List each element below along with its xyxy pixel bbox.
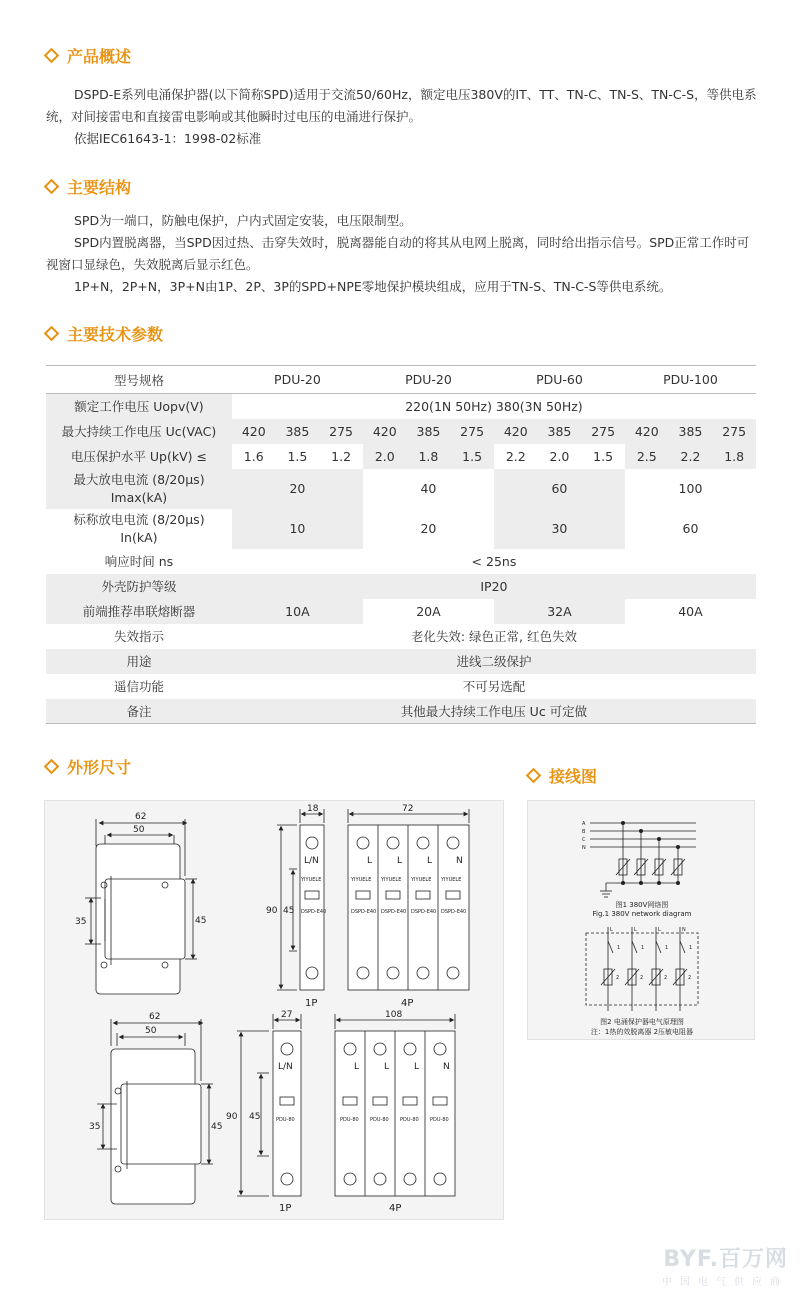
diamond-icon: [44, 759, 60, 775]
svg-text:DSPD-E40: DSPD-E40: [441, 909, 467, 915]
spec-table: [46, 365, 756, 724]
svg-text:1: 1: [665, 945, 669, 951]
header-pdu100: PDU-100: [625, 366, 756, 394]
table-row: 前端推荐串联熔断器 10A 20A 32A 40A: [46, 599, 756, 624]
svg-text:YIYUELE: YIYUELE: [381, 877, 402, 883]
terminal-top-3: L: [427, 856, 433, 866]
table-row: 最大持续工作电压 Uc(VAC) 420 385 275 420 385 275 420 385 275 420 385 275: [46, 419, 756, 444]
dim-50-bottom: 50: [145, 1026, 157, 1036]
phase-c: C: [582, 837, 586, 843]
table-row: 电压保护水平 Up(kV) ≤ 1.6 1.5 1.2 2.0 1.8 1.5 2.2 2.0 1.5 2.5 2.2 1.8: [46, 444, 756, 469]
fig1-caption-cn: 图1 380V网络图: [615, 901, 669, 909]
svg-text:2: 2: [688, 975, 692, 981]
overview-paragraph: DSPD-E系列电涌保护器(以下简称SPD)适用于交流50/60Hz，额定电压380V的IT、TT、TN-C、TN-S、TN-C-S，等供电系统，对间接雷电和直接雷电影响或其他瞬时过电压的电涌进行保护。: [46, 87, 757, 124]
label-4p-top: 4P: [401, 998, 414, 1009]
dim-62-bottom: 62: [149, 1012, 161, 1022]
wiring-diagram: [528, 801, 756, 1041]
svg-text:PDU-80: PDU-80: [276, 1117, 295, 1123]
fig2-note: 注：1热的效脱离器 2压敏电阻器: [590, 1028, 694, 1036]
dim-35-bottom: 35: [89, 1122, 101, 1132]
dimension-drawing: [45, 801, 505, 1221]
header-pdu20-b: PDU-20: [363, 366, 494, 394]
phase-a: A: [582, 821, 586, 827]
table-row: 失效指示 老化失效: 绿色正常, 红色失效: [113, 629, 578, 644]
section-title-dimensions: 外形尺寸: [46, 755, 131, 778]
fig2-label-4: N: [682, 927, 686, 933]
svg-text:PDU-80: PDU-80: [370, 1117, 389, 1123]
svg-text:YIYUELE: YIYUELE: [411, 877, 432, 883]
svg-text:DSPD-E40: DSPD-E40: [351, 909, 377, 915]
structure-paragraph-1: SPD为一端口，防触电保护，户内式固定安装，电压限制型。: [74, 213, 412, 228]
overview-text: [46, 84, 758, 150]
terminal-top-4: N: [456, 856, 463, 866]
table-row: 标称放电电流 (8/20μs) In(kA) 10 20 30 60: [46, 509, 756, 549]
diamond-icon: [44, 179, 60, 195]
svg-text:DSPD-E40: DSPD-E40: [411, 909, 437, 915]
wiring-diagram-frame: [527, 800, 755, 1040]
svg-text:2: 2: [640, 975, 644, 981]
dim-18: 18: [307, 804, 319, 814]
phase-n: N: [582, 845, 586, 851]
table-row: 备注 其他最大持续工作电压 Uc 可定做: [46, 699, 756, 724]
dim-45-top: 45: [195, 916, 207, 926]
table-row: 额定工作电压 Uopv(V) 220(1N 50Hz) 380(3N 50Hz): [46, 394, 756, 419]
terminal-ln-top: L/N: [304, 856, 319, 866]
dim-27: 27: [281, 1010, 293, 1020]
terminal-bottom-1: L: [354, 1062, 360, 1072]
fig2-label-2: L: [634, 927, 637, 933]
fig2-caption: 图2 电涌保护器电气原理图: [600, 1018, 684, 1026]
header-model: 型号规格: [46, 366, 232, 394]
table-row: 最大放电电流 (8/20μs) Imax(kA) 20 40 60 100: [46, 469, 756, 509]
section-title-params: 主要技术参数: [46, 322, 163, 345]
section-title-wiring: 接线图: [528, 764, 597, 787]
fig1-caption-en: Fig.1 380V network diagram: [592, 910, 692, 918]
dim-45-bottom: 45: [211, 1122, 223, 1132]
header-pdu20-a: PDU-20: [232, 366, 363, 394]
terminal-bottom-2: L: [384, 1062, 390, 1072]
fig2-label-1: L: [610, 927, 613, 933]
section-title-overview: 产品概述: [46, 44, 131, 67]
terminal-bottom-3: L: [414, 1062, 420, 1072]
svg-text:1: 1: [641, 945, 645, 951]
dim-35-top: 35: [75, 917, 87, 927]
svg-text:1: 1: [689, 945, 693, 951]
label-1p-bottom: 1P: [279, 1203, 292, 1214]
dim-50-top: 50: [133, 825, 145, 835]
svg-text:1: 1: [617, 945, 621, 951]
svg-text:2: 2: [664, 975, 668, 981]
watermark-logo: BYF.百万网: [663, 1247, 788, 1272]
dim-108: 108: [385, 1010, 403, 1020]
structure-paragraph-3: 1P+N，2P+N，3P+N由1P、2P、3P的SPD+NPE零地保护模块组成，应用于TN-S、TN-C-S等供电系统。: [74, 279, 672, 294]
dim-45-front-top: 45: [283, 906, 295, 916]
diamond-icon: [44, 48, 60, 64]
svg-text:PDU-80: PDU-80: [430, 1117, 449, 1123]
header-pdu60: PDU-60: [494, 366, 625, 394]
svg-text:YIYUELE: YIYUELE: [301, 877, 322, 883]
terminal-ln-bottom: L/N: [278, 1062, 293, 1072]
dim-72: 72: [402, 804, 414, 814]
dim-62-top: 62: [135, 812, 147, 822]
svg-text:2: 2: [616, 975, 620, 981]
svg-text:PDU-80: PDU-80: [340, 1117, 359, 1123]
label-4p-bottom: 4P: [389, 1203, 402, 1214]
structure-text: [46, 210, 758, 298]
svg-text:DSPD-E40: DSPD-E40: [381, 909, 407, 915]
terminal-top-1: L: [367, 856, 373, 866]
section-title-structure: 主要结构: [46, 175, 131, 198]
watermark-sub: 中国电气供应商: [662, 1277, 788, 1288]
watermark: [662, 1242, 788, 1288]
structure-paragraph-2: SPD内置脱离器，当SPD因过热、击穿失效时，脱离器能自动的将其从电网上脱离，同时给出指示信号。SPD正常工作时可视窗口显绿色，失效脱离后显示红色。: [46, 235, 750, 272]
dim-90-top: 90: [266, 906, 278, 916]
table-row: 用途 进线二级保护: [46, 649, 756, 674]
table-header-row: [46, 366, 756, 394]
svg-text:PDU-80: PDU-80: [400, 1117, 419, 1123]
svg-text:YIYUELE: YIYUELE: [441, 877, 462, 883]
table-row: 外壳防护等级 IP20: [46, 574, 756, 599]
label-1p-top: 1P: [305, 998, 318, 1009]
terminal-top-2: L: [397, 856, 403, 866]
dim-90-bottom: 90: [226, 1112, 238, 1122]
table-row: 遥信功能 不可另选配: [113, 679, 526, 694]
svg-text:DSPD-E40: DSPD-E40: [301, 909, 327, 915]
svg-text:YIYUELE: YIYUELE: [351, 877, 372, 883]
terminal-bottom-4: N: [443, 1062, 450, 1072]
table-row: 响应时间 ns < 25ns: [104, 553, 517, 569]
dim-45-front-bottom: 45: [249, 1112, 261, 1122]
overview-standard: 依据IEC61643-1：1998-02标准: [74, 131, 262, 146]
diamond-icon: [526, 768, 542, 784]
diamond-icon: [44, 326, 60, 342]
phase-b: B: [582, 829, 586, 835]
dimension-drawing-frame: [44, 800, 504, 1220]
fig2-label-3: L: [658, 927, 661, 933]
